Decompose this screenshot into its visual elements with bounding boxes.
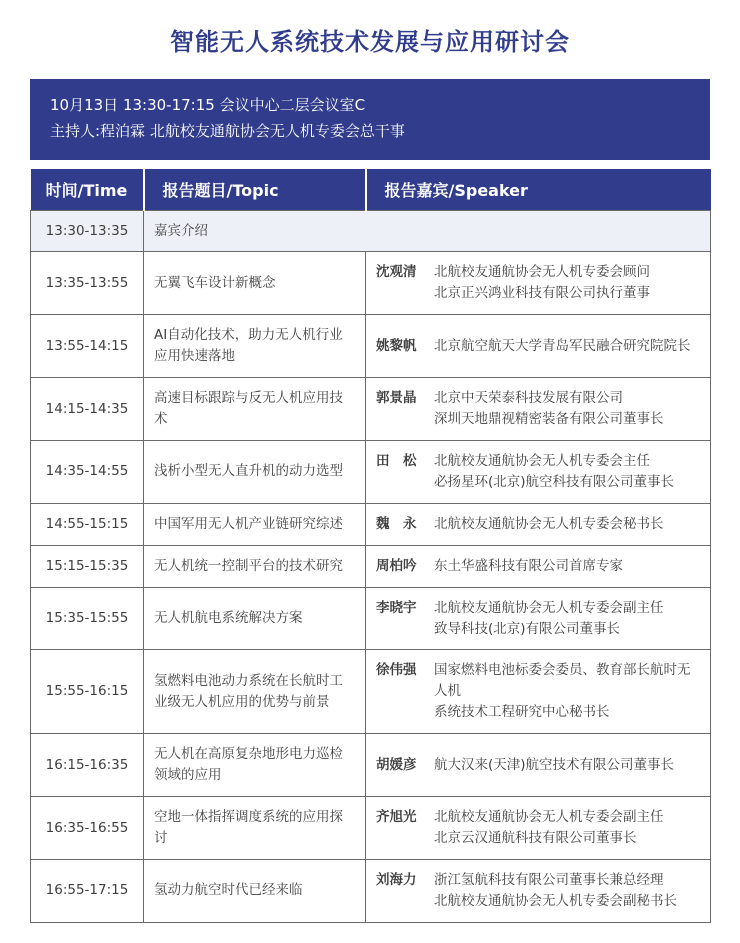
- speaker-cell: [366, 545, 711, 587]
- speaker-name: 李晓宇: [376, 599, 417, 616]
- time-cell: 15:55-16:15: [31, 650, 144, 734]
- topic-cell: 嘉宾介绍: [144, 210, 711, 252]
- schedule-table: [30, 169, 711, 923]
- topic-cell: 氢动力航空时代已经来临: [144, 859, 366, 922]
- speaker-name: 魏 永: [376, 515, 417, 532]
- table-row: [31, 650, 711, 734]
- time-cell: 16:15-16:35: [31, 734, 144, 797]
- speaker-affiliation: 北航校友通航协会无人机专委会主任 必扬星环(北京)航空科技有限公司董事长: [434, 452, 675, 490]
- speaker-cell: [366, 252, 711, 315]
- time-cell: 14:15-14:35: [31, 378, 144, 441]
- speaker-cell: [366, 797, 711, 860]
- speaker-affiliation: 国家燃料电池标委会委员、教育部长航时无人机 系统技术工程研究中心秘书长: [434, 662, 691, 721]
- speaker-affiliation: 北京航空航天大学青岛军民融合研究院院长: [434, 337, 691, 354]
- table-row: [31, 315, 711, 378]
- topic-cell: 高速目标跟踪与反无人机应用技术: [144, 378, 366, 441]
- time-cell: 16:55-17:15: [31, 859, 144, 922]
- speaker-cell: [366, 503, 711, 545]
- speaker-affiliation: 东土华盛科技有限公司首席专家: [434, 557, 623, 574]
- page-title: 智能无人系统技术发展与应用研讨会: [170, 28, 570, 56]
- schedule-body: [31, 210, 711, 922]
- speaker-affiliation: 北京中天荣泰科技发展有限公司 深圳天地鼎视精密装备有限公司董事长: [434, 390, 664, 428]
- speaker-affiliation: 航大汉来(天津)航空技术有限公司董事长: [434, 756, 675, 773]
- col-header-time: 时间/Time: [31, 169, 144, 211]
- col-header-speaker: 报告嘉宾/Speaker: [366, 169, 711, 211]
- speaker-cell: [366, 378, 711, 441]
- speaker-affiliation: 北航校友通航协会无人机专委会副主任 致导科技(北京)有限公司董事长: [434, 599, 664, 637]
- speaker-cell: [366, 587, 711, 650]
- table-row: [31, 252, 711, 315]
- speaker-name: 沈观清: [376, 264, 417, 281]
- speaker-affiliation: 浙江氢航科技有限公司董事长兼总经理 北航校友通航协会无人机专委会副秘书长: [434, 871, 677, 909]
- table-row: [31, 859, 711, 922]
- speaker-cell: [366, 440, 711, 503]
- speaker-name: 周柏吟: [376, 557, 417, 574]
- time-cell: 14:35-14:55: [31, 440, 144, 503]
- table-row: [31, 587, 711, 650]
- speaker-name: 齐旭光: [376, 809, 417, 826]
- topic-cell: 空地一体指挥调度系统的应用探讨: [144, 797, 366, 860]
- col-header-topic: 报告题目/Topic: [144, 169, 366, 211]
- session-datetime-location: 10月13日 13:30-17:15 会议中心二层会议室C: [50, 96, 366, 114]
- speaker-name: 刘海力: [376, 871, 417, 888]
- table-row: [31, 210, 711, 252]
- table-row: [31, 378, 711, 441]
- table-row: [31, 797, 711, 860]
- time-cell: 15:35-15:55: [31, 587, 144, 650]
- time-cell: 15:15-15:35: [31, 545, 144, 587]
- session-host: 主持人:程泊霖 北航校友通航协会无人机专委会总干事: [50, 122, 405, 141]
- time-cell: 14:55-15:15: [31, 503, 144, 545]
- topic-cell: 浅析小型无人直升机的动力选型: [144, 440, 366, 503]
- speaker-name: 田 松: [376, 452, 417, 469]
- speaker-affiliation: 北航校友通航协会无人机专委会秘书长: [434, 515, 664, 532]
- topic-cell: 无人机在高原复杂地形电力巡检领域的应用: [144, 734, 366, 797]
- table-row: [31, 734, 711, 797]
- speaker-affiliation: 北航校友通航协会无人机专委会副主任 北京云汉通航科技有限公司董事长: [434, 809, 664, 847]
- speaker-name: 徐伟强: [376, 662, 417, 679]
- speaker-cell: [366, 315, 711, 378]
- topic-cell: 中国军用无人机产业链研究综述: [144, 503, 366, 545]
- speaker-name: 胡媛彦: [376, 756, 417, 773]
- speaker-name: 姚黎帆: [376, 337, 417, 354]
- topic-cell: 氢燃料电池动力系统在长航时工业级无人机应用的优势与前景: [144, 650, 366, 734]
- session-info-box: [30, 79, 710, 160]
- speaker-cell: [366, 859, 711, 922]
- time-cell: 13:30-13:35: [31, 210, 144, 252]
- topic-cell: AI自动化技术，助力无人机行业应用快速落地: [144, 315, 366, 378]
- topic-cell: 无翼飞车设计新概念: [144, 252, 366, 315]
- topic-cell: 无人机航电系统解决方案: [144, 587, 366, 650]
- table-header-row: [31, 169, 711, 211]
- table-row: [31, 503, 711, 545]
- speaker-affiliation: 北航校友通航协会无人机专委会顾问 北京正兴鸿业科技有限公司执行董事: [434, 264, 650, 302]
- time-cell: 13:55-14:15: [31, 315, 144, 378]
- speaker-name: 郭景晶: [376, 390, 417, 407]
- time-cell: 16:35-16:55: [31, 797, 144, 860]
- time-cell: 13:35-13:55: [31, 252, 144, 315]
- table-row: [31, 545, 711, 587]
- speaker-cell: [366, 734, 711, 797]
- topic-cell: 无人机统一控制平台的技术研究: [144, 545, 366, 587]
- table-row: [31, 440, 711, 503]
- speaker-cell: [366, 650, 711, 734]
